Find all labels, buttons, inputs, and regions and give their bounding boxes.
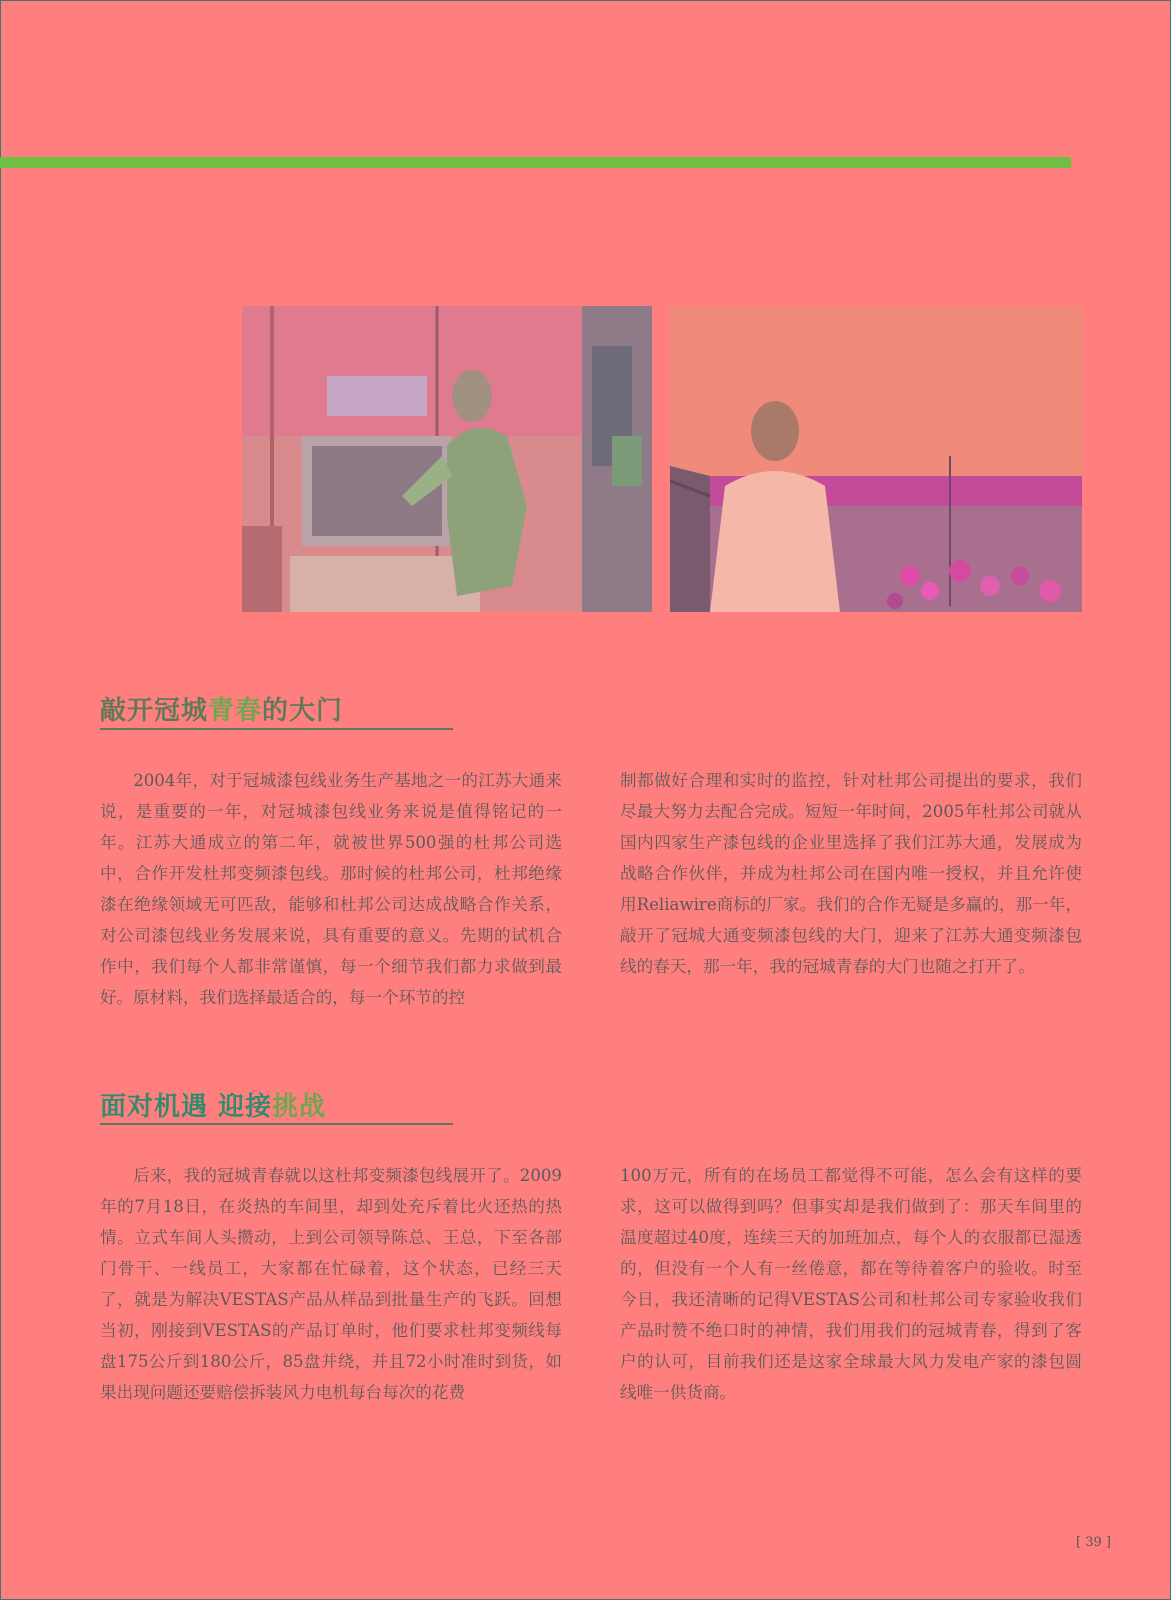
- photo-man-by-water: [670, 306, 1082, 612]
- top-green-rule: [0, 157, 1071, 168]
- section-heading-1-rule: [100, 728, 453, 730]
- section-heading-1: [100, 690, 343, 727]
- section-heading-2-rule: [100, 1123, 453, 1125]
- section-heading-2-part1: 面对机遇 迎接: [100, 1092, 273, 1122]
- section-heading-1-part2: 的大门: [262, 696, 344, 726]
- section-1-right-column: 制都做好合理和实时的监控，针对杜邦公司提出的要求，我们尽最大努力去配合完成。短短一年时间，2005年杜邦公司就从国内四家生产漆包线的企业里选择了我们江苏大通，发展成为战略合作伙伴，并成为杜邦公司在国内唯一授权，并且允许使用Reliawire商标的厂家。我们的合作无疑是多赢的，那一年，敲开了冠城大通变频漆包线的大门，迎来了江苏大通变频漆包线的春天，那一年，我的冠城青春的大门也随之打开了。: [620, 771, 1082, 976]
- section-heading-1-accent: 青春: [208, 696, 263, 726]
- section-heading-1-part1: 敲开冠城: [100, 696, 209, 726]
- section-2-right-column: 100万元，所有的在场员工都觉得不可能，怎么会有这样的要求，这可以做得到吗？但事实却是我们做到了：那天车间里的温度超过40度，连续三天的加班加点，每个人的衣服都已湿透的，但没有一个人有一丝倦意，都在等待着客户的验收。时至今日，我还清晰的记得VESTAS公司和杜邦公司专家验收我们产品时赞不绝口时的神情，我们用我们的冠城青春，得到了客户的认可，目前我们还是这家全球最大风力发电产家的漆包圆线唯一供货商。: [620, 1166, 1082, 1402]
- section-2-left-column: 后来，我的冠城青春就以这杜邦变频漆包线展开了。2009年的7月18日，在炎热的车间里，却到处充斥着比火还热的热情。立式车间人头攒动，上到公司领导陈总、王总，下至各部门骨干、一线员工，大家都在忙碌着，这个状态，已经三天了，就是为解决VESTAS产品从样品到批量生产的飞跃。回想当初，刚接到VESTAS的产品订单时，他们要求杜邦变频线每盘175公斤到180公斤，85盘并绕，并且72小时准时到货，如果出现问题还要赔偿拆装风力电机每台每次的花费: [100, 1166, 562, 1402]
- page-number: [ 39 ]: [1076, 1535, 1111, 1550]
- photo-man-at-computer: [242, 306, 652, 612]
- section-1-left-column: 2004年，对于冠城漆包线业务生产基地之一的江苏大通来说，是重要的一年，对冠城漆包线业务来说是值得铭记的一年。江苏大通成立的第二年，就被世界500强的杜邦公司选中，合作开发杜邦变频漆包线。那时候的杜邦公司，杜邦绝缘漆在绝缘领域无可匹敌，能够和杜邦公司达成战略合作关系，对公司漆包线业务发展来说，具有重要的意义。先期的试机合作中，我们每个人都非常谨慎，每一个细节我们都力求做到最好。原材料，我们选择最适合的，每一个环节的控: [100, 771, 562, 1007]
- section-heading-2-accent: 挑战: [272, 1092, 327, 1122]
- section-heading-2: [100, 1086, 326, 1123]
